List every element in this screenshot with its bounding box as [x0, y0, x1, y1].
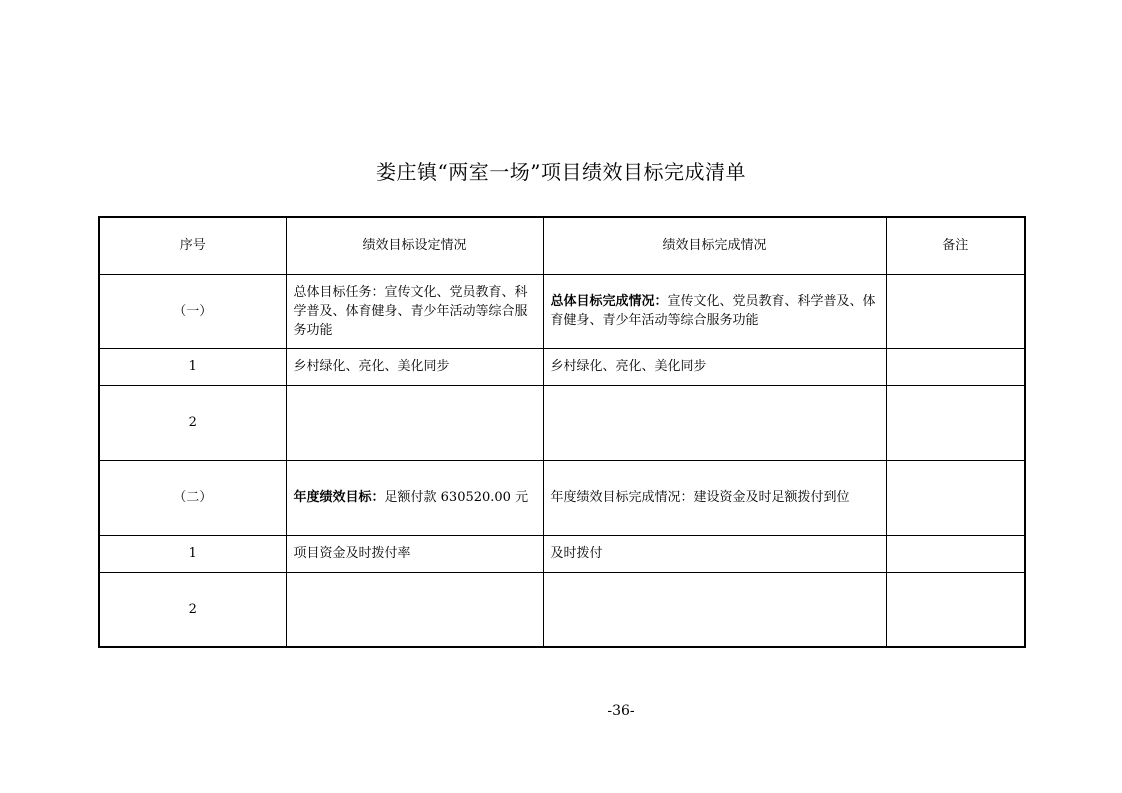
- header-target: 绩效目标设定情况: [286, 217, 543, 274]
- row-completion: 乡村绿化、亮化、美化同步: [543, 348, 886, 385]
- row-seq: 1: [99, 535, 286, 572]
- header-completion: 绩效目标完成情况: [543, 217, 886, 274]
- section-seq: （一）: [99, 274, 286, 348]
- row-target: [286, 572, 543, 647]
- section-completion: [543, 274, 886, 348]
- row-remarks: [886, 385, 1025, 460]
- table-row: [99, 348, 1025, 385]
- section-completion-text: 宣传文化、党员教育、科学普及、体育健身、青少年活动等综合服务功能: [550, 294, 876, 328]
- section-completion: 年度绩效目标完成情况：建设资金及时足额拨付到位: [543, 460, 886, 535]
- row-seq: 2: [99, 385, 286, 460]
- document-title: 娄庄镇“两室一场”项目绩效目标完成清单: [376, 160, 746, 184]
- row-completion: [543, 572, 886, 647]
- table-row: [99, 535, 1025, 572]
- table-row: [99, 385, 1025, 460]
- row-remarks: [886, 572, 1025, 647]
- section-target-text: 足额付款 630520.00 元: [384, 490, 529, 505]
- header-seq: 序号: [99, 217, 286, 274]
- row-target: 乡村绿化、亮化、美化同步: [286, 348, 543, 385]
- row-seq: 2: [99, 572, 286, 647]
- section-row-2: [99, 460, 1025, 535]
- section-target: 总体目标任务：宣传文化、党员教育、科学普及、体育健身、青少年活动等综合服务功能: [286, 274, 543, 348]
- section-target-label: 年度绩效目标：: [293, 490, 385, 505]
- table-row: [99, 572, 1025, 647]
- section-remarks: [886, 274, 1025, 348]
- section-remarks: [886, 460, 1025, 535]
- section-completion-label: 总体目标完成情况：: [550, 294, 668, 309]
- row-remarks: [886, 348, 1025, 385]
- header-remarks: 备注: [886, 217, 1025, 274]
- section-target: [286, 460, 543, 535]
- row-completion: 及时拨付: [543, 535, 886, 572]
- section-row-1: [99, 274, 1025, 348]
- row-seq: 1: [99, 348, 286, 385]
- section-seq: （二）: [99, 460, 286, 535]
- row-completion: [543, 385, 886, 460]
- table-header-row: [99, 217, 1025, 274]
- row-target: 项目资金及时拨付率: [286, 535, 543, 572]
- performance-table: [98, 216, 1026, 648]
- row-target: [286, 385, 543, 460]
- page-number: -36-: [607, 703, 635, 719]
- row-remarks: [886, 535, 1025, 572]
